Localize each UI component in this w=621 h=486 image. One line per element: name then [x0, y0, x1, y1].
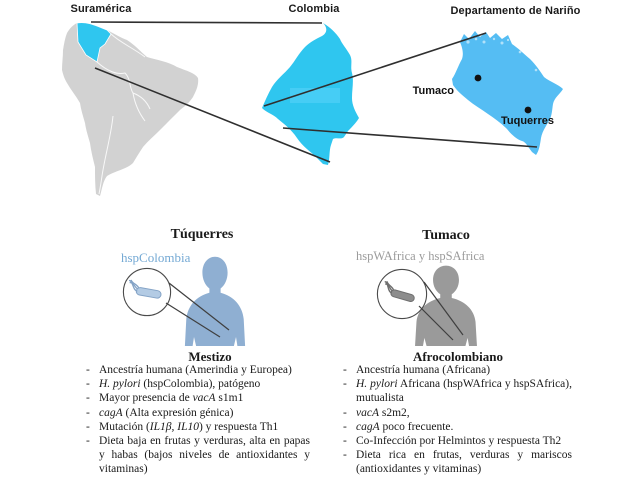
list-item [335, 434, 572, 448]
list-item [78, 377, 310, 391]
list-bullet: - [343, 406, 347, 419]
list-bullet: - [343, 449, 347, 462]
list-item-text: Co-Infección por Helmintos y respuesta Th2 [356, 435, 562, 448]
list-bullet: - [86, 364, 90, 376]
city-label-tuquerres: Tuquerres [501, 115, 554, 127]
list-bullet: - [343, 364, 347, 376]
list-bullet: - [86, 435, 90, 448]
list-item-text: Dieta baja en frutas y verduras, alta en papas y habas (bajos niveles de antioxidantes y vitaminas) [99, 435, 310, 476]
list-item-text: cagA (Alta expresión génica) [99, 406, 234, 419]
city-label-tumaco: Tumaco [412, 85, 454, 97]
list-item [335, 363, 572, 377]
colombia-label: Colombia [288, 3, 340, 15]
tumaco-dot [475, 75, 482, 82]
south-america-map [55, 21, 202, 198]
mestizo-body-shape [185, 257, 245, 346]
trait-list-afrocolombiano [335, 363, 572, 477]
list-item [78, 406, 310, 420]
narino-landmass [452, 31, 563, 155]
list-item [335, 377, 572, 405]
list-item [78, 391, 310, 405]
magnifier-circle-right [376, 268, 428, 320]
colombia-inner-patch [290, 88, 340, 103]
list-item-text: Dieta rica en frutas, verduras y mariscos (antioxidantes y vitaminas) [356, 449, 572, 476]
trait-list-mestizo [78, 363, 310, 477]
group-title-mestizo: Mestizo [188, 349, 232, 364]
list-item [335, 420, 572, 434]
list-item-text: H. pylori Africana (hspWAfrica y hspSAfrica), mutualista [356, 378, 572, 405]
narino-map [450, 26, 565, 158]
list-bullet: - [86, 392, 90, 405]
list-item-text: Mayor presencia de vacA s1m1 [99, 392, 244, 405]
panel-title-tuquerres: Túquerres [170, 227, 234, 242]
strain-label-hspcolombia: hspColombia [121, 250, 191, 265]
list-item [335, 406, 572, 420]
list-item-text: Ancestría humana (Africana) [356, 364, 491, 376]
list-bullet: - [86, 378, 90, 391]
list-item [78, 434, 310, 477]
list-bullet: - [86, 406, 90, 419]
list-bullet: - [343, 435, 347, 448]
south-america-label: Suramérica [70, 3, 132, 15]
list-item-text: Mutación (IL1β, IL10) y respuesta Th1 [99, 420, 279, 433]
strain-label-hspafrica: hspWAfrica y hspSAfrica [356, 249, 485, 263]
tuquerres-dot [525, 107, 532, 114]
list-bullet: - [343, 420, 347, 433]
list-item-text: H. pylori (hspColombia), patógeno [99, 378, 261, 391]
list-item [78, 363, 310, 377]
group-title-afrocolombiano: Afrocolombiano [412, 349, 504, 364]
list-item-text: vacA s2m2, [356, 406, 410, 419]
colombia-map [260, 21, 362, 167]
list-item-text: Ancestría humana (Amerindia y Europea) [99, 364, 292, 376]
magnifier-circle-left [122, 267, 172, 317]
narino-label: Departamento de Nariño [450, 5, 581, 17]
list-item [335, 448, 572, 476]
mestizo-silhouette [180, 256, 250, 346]
list-item [78, 420, 310, 434]
list-bullet: - [86, 420, 90, 433]
panel-title-tumaco: Tumaco [422, 228, 470, 243]
list-bullet: - [343, 378, 347, 391]
list-item-text: cagA poco frecuente. [356, 420, 454, 433]
